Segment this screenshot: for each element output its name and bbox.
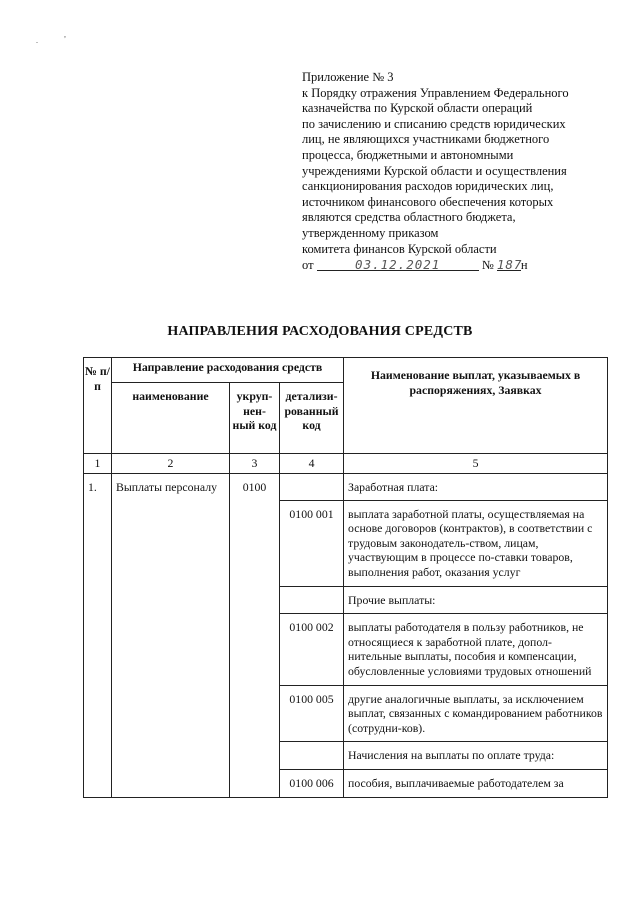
scan-marks: . xyxy=(36,36,38,45)
column-numbers-row xyxy=(84,454,608,474)
col-header-agg-code: укруп-нен-ный код xyxy=(230,383,280,454)
header-line: лиц, не являющихся участниками бюджетного xyxy=(302,132,550,147)
header-line: являются средства областного бюджета, xyxy=(302,210,516,225)
header-line: по зачислению и списанию средств юридических xyxy=(302,116,566,131)
column-number: 1 xyxy=(84,454,112,474)
header-line: утвержденному приказом xyxy=(302,225,439,240)
detail-code: 0100 001 xyxy=(280,500,344,586)
column-number: 3 xyxy=(230,454,280,474)
section-agg-code: 0100 xyxy=(230,473,280,797)
header-line: источником финансового обеспечения которых xyxy=(302,194,554,209)
col-header-det-code: детализи-рованный код xyxy=(280,383,344,454)
col-header-number: № п/п xyxy=(84,358,112,454)
detail-code: 0100 005 xyxy=(280,685,344,742)
col-header-payments: Наименование выплат, указываемых в распоряжениях, Заявках xyxy=(344,358,608,454)
header-line: учреждениями Курской области и осуществления xyxy=(302,163,567,178)
order-date xyxy=(317,257,479,271)
column-number: 4 xyxy=(280,454,344,474)
payment-description: другие аналогичные выплаты, за исключением выплат, связанных с командированием работников (сотрудни-ков). xyxy=(344,685,608,742)
order-number xyxy=(497,257,521,271)
scan-marks: , xyxy=(64,30,66,39)
payment-description: Заработная плата: xyxy=(344,473,608,500)
appendix-header xyxy=(302,70,602,273)
date-prefix: от xyxy=(302,258,314,273)
detail-code xyxy=(280,473,344,500)
payment-description: выплата заработной платы, осуществляемая на основе договоров (контрактов), в соответствии с трудовым законодатель-ством, лицам, участвующим в процессе по-ставки товаров, выполнения работ, оказания услуг xyxy=(344,500,608,586)
column-number: 2 xyxy=(112,454,230,474)
header-line: Приложение № 3 xyxy=(302,70,394,84)
section-number: 1. xyxy=(84,473,112,797)
order-date-line xyxy=(302,257,602,273)
header-line: к Порядку отражения Управлением Федерального xyxy=(302,85,569,100)
header-line: санкционирования расходов юридических лиц, xyxy=(302,179,554,194)
col-header-name: наименование xyxy=(112,383,230,454)
payment-description: Прочие выплаты: xyxy=(344,586,608,614)
payment-description: Начисления на выплаты по оплате труда: xyxy=(344,742,608,770)
header-line: комитета финансов Курской области xyxy=(302,241,497,256)
detail-code: 0100 002 xyxy=(280,614,344,685)
payment-description: выплаты работодателя в пользу работников, не относящиеся к заработной плате, допол-нительные выплаты, пособия и компенсации, обусловленные условиями трудовых отношений xyxy=(344,614,608,685)
column-number: 5 xyxy=(344,454,608,474)
col-header-group: Направление расходования средств xyxy=(112,358,344,383)
detail-code: 0100 006 xyxy=(280,769,344,797)
header-line: процесса, бюджетными и автономными xyxy=(302,147,514,162)
order-number-value: 187 xyxy=(496,257,523,273)
header-line: казначейства по Курской области операций xyxy=(302,101,533,116)
section-name: Выплаты персоналу xyxy=(112,473,230,797)
table-header-row xyxy=(84,358,608,383)
payment-description: пособия, выплачиваемые работодателем за xyxy=(344,769,608,797)
number-suffix: н xyxy=(520,258,528,273)
document-title: НАПРАВЛЕНИЯ РАСХОДОВАНИЯ СРЕДСТВ xyxy=(167,324,473,339)
order-date-value: 03.12.2021 xyxy=(355,257,441,273)
spending-directions-table xyxy=(83,357,608,798)
detail-code xyxy=(280,586,344,614)
detail-code xyxy=(280,742,344,770)
table-row xyxy=(84,473,608,500)
number-prefix: № xyxy=(481,258,494,273)
